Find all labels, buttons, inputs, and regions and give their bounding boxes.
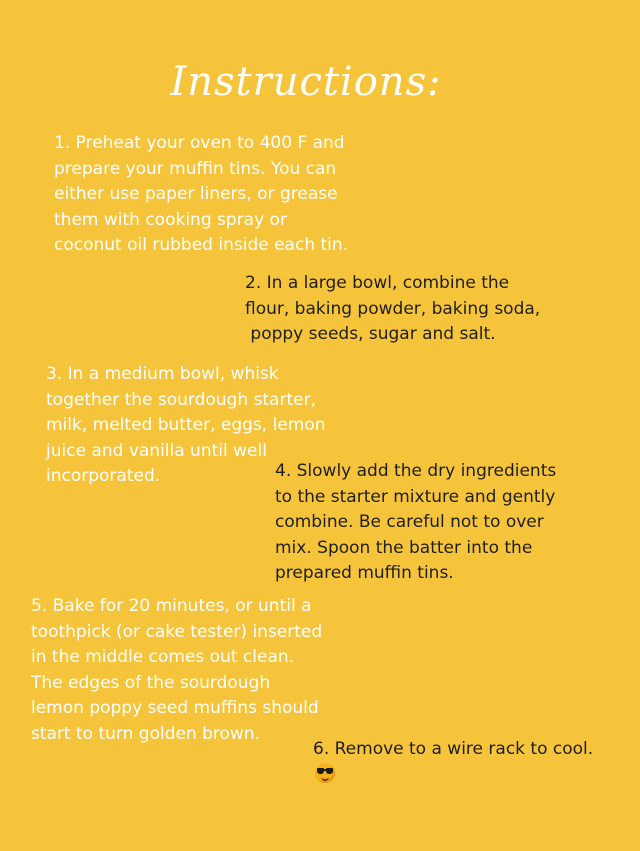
right-lens <box>326 768 333 774</box>
smiling-face-with-sunglasses-icon <box>315 763 335 783</box>
step-5-text: 5. Bake for 20 minutes, or until a toothpick (or cake tester) inserted in the middle comes out clean. The edges of the sourdough lemon poppy seed muffins should start to turn golden brown. <box>31 596 323 744</box>
smile-mouth <box>321 775 329 781</box>
step-4-text: 4. Slowly add the dry ingredients to the starter mixture and gently combine. Be careful not to over mix. Spoon the batter into the prepared muffin tins. <box>275 461 557 584</box>
step-1-text: 1. Preheat your oven to 400 F and prepare your muffin tins. You can either use paper liners, or grease them with cooking spray or coconut oil rubbed inside each tin. <box>54 133 349 256</box>
step-6-text: 6. Remove to a wire rack to cool. <box>313 739 594 759</box>
step-2-text: 2. In a large bowl, combine the flour, baking powder, baking soda, poppy seeds, sugar and salt. <box>245 273 541 345</box>
page-title: Instructions: <box>170 59 442 105</box>
sunglasses-shape <box>317 768 333 774</box>
step-3-text: 3. In a medium bowl, whisk together the sourdough starter, milk, melted butter, eggs, lemon juice and vanilla until well incorporated. <box>46 364 326 487</box>
